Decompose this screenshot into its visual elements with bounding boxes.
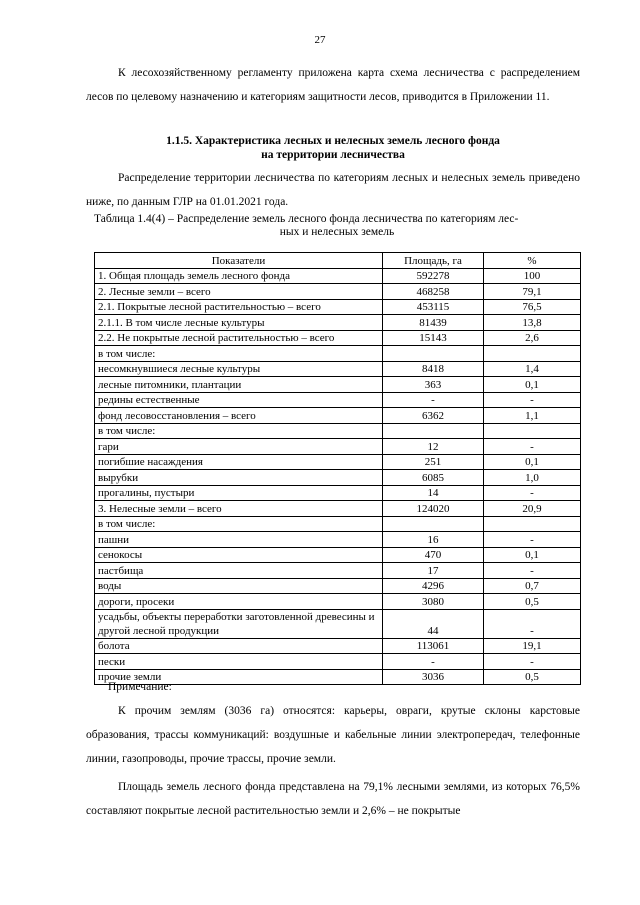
table-caption-line2: ных и нелесных земель bbox=[279, 226, 395, 238]
table-body bbox=[95, 268, 581, 685]
cell-area: 16 bbox=[383, 532, 484, 548]
table-row bbox=[95, 547, 581, 563]
table-row bbox=[95, 268, 581, 284]
cell-indicator: редины естественные bbox=[95, 392, 383, 408]
cell-percent: 0,1 bbox=[484, 377, 581, 393]
closing-paragraph: Площадь земель лесного фонда представлена на 79,1% лесными землями, из которых 76,5% составляют покрытые лесной растительностью земли и 2,6% – не покрытые bbox=[86, 781, 580, 817]
table-row bbox=[95, 408, 581, 424]
section-heading-line1: 1.1.5. Характеристика лесных и нелесных земель лесного фонда bbox=[166, 135, 500, 147]
cell-percent: 100 bbox=[484, 268, 581, 284]
cell-area: 592278 bbox=[383, 268, 484, 284]
cell-indicator: в том числе: bbox=[95, 516, 383, 532]
cell-percent: 0,5 bbox=[484, 669, 581, 685]
cell-indicator: пески bbox=[95, 654, 383, 670]
cell-indicator: усадьбы, объекты переработки заготовленной древесины и другой лесной продукции bbox=[95, 609, 383, 638]
cell-percent: - bbox=[484, 392, 581, 408]
table-row bbox=[95, 377, 581, 393]
cell-percent: 13,8 bbox=[484, 315, 581, 331]
note-label: Примечание: bbox=[108, 681, 172, 693]
cell-indicator: воды bbox=[95, 578, 383, 594]
cell-area: 15143 bbox=[383, 330, 484, 346]
cell-area: - bbox=[383, 654, 484, 670]
cell-area: 251 bbox=[383, 454, 484, 470]
cell-percent: - bbox=[484, 485, 581, 501]
cell-percent: 0,1 bbox=[484, 547, 581, 563]
cell-percent: - bbox=[484, 532, 581, 548]
table-caption bbox=[94, 213, 580, 239]
cell-indicator: 2. Лесные земли – всего bbox=[95, 284, 383, 300]
table-row bbox=[95, 594, 581, 610]
cell-area: 4296 bbox=[383, 578, 484, 594]
cell-percent: 1,4 bbox=[484, 361, 581, 377]
land-distribution-table bbox=[94, 252, 581, 685]
cell-area: - bbox=[383, 392, 484, 408]
cell-percent: 0,1 bbox=[484, 454, 581, 470]
cell-area: 8418 bbox=[383, 361, 484, 377]
cell-area: 470 bbox=[383, 547, 484, 563]
cell-indicator: пашни bbox=[95, 532, 383, 548]
table-row bbox=[95, 346, 581, 362]
cell-area: 14 bbox=[383, 485, 484, 501]
cell-percent: 1,1 bbox=[484, 408, 581, 424]
table-row bbox=[95, 439, 581, 455]
cell-indicator: в том числе: bbox=[95, 346, 383, 362]
table-row bbox=[95, 284, 581, 300]
cell-indicator: 2.2. Не покрытые лесной растительностью – всего bbox=[95, 330, 383, 346]
cell-area: 124020 bbox=[383, 501, 484, 517]
cell-indicator: несомкнувшиеся лесные культуры bbox=[95, 361, 383, 377]
section-heading bbox=[86, 134, 580, 162]
cell-percent: - bbox=[484, 609, 581, 638]
cell-area: 12 bbox=[383, 439, 484, 455]
cell-area: 17 bbox=[383, 563, 484, 579]
cell-area: 3036 bbox=[383, 669, 484, 685]
cell-percent: - bbox=[484, 563, 581, 579]
cell-percent: 79,1 bbox=[484, 284, 581, 300]
table-row bbox=[95, 423, 581, 439]
cell-percent bbox=[484, 423, 581, 439]
table-row bbox=[95, 299, 581, 315]
cell-percent: 0,5 bbox=[484, 594, 581, 610]
cell-area: 3080 bbox=[383, 594, 484, 610]
cell-indicator: лесные питомники, плантации bbox=[95, 377, 383, 393]
cell-area: 468258 bbox=[383, 284, 484, 300]
cell-area: 113061 bbox=[383, 638, 484, 654]
cell-area bbox=[383, 423, 484, 439]
cell-indicator: прогалины, пустыри bbox=[95, 485, 383, 501]
table-row bbox=[95, 454, 581, 470]
cell-percent: - bbox=[484, 654, 581, 670]
table-row bbox=[95, 501, 581, 517]
cell-indicator: 2.1. Покрытые лесной растительностью – всего bbox=[95, 299, 383, 315]
table-row bbox=[95, 654, 581, 670]
cell-indicator: сенокосы bbox=[95, 547, 383, 563]
note-paragraph: К прочим землям (3036 га) относятся: карьеры, овраги, крутые склоны карстовые образования, трассы коммуникаций: воздушные и кабельные линии электропередач, телефонные линии, газопроводы, прочие трассы, прочие земли. bbox=[86, 705, 580, 765]
cell-percent: - bbox=[484, 439, 581, 455]
table-row bbox=[95, 361, 581, 377]
cell-indicator: погибшие насаждения bbox=[95, 454, 383, 470]
cell-percent bbox=[484, 346, 581, 362]
cell-percent: 2,6 bbox=[484, 330, 581, 346]
cell-area: 6085 bbox=[383, 470, 484, 486]
header-area: Площадь, га bbox=[383, 253, 484, 269]
cell-indicator: болота bbox=[95, 638, 383, 654]
header-indicator: Показатели bbox=[95, 253, 383, 269]
cell-area bbox=[383, 516, 484, 532]
table-row bbox=[95, 532, 581, 548]
cell-area: 44 bbox=[383, 609, 484, 638]
table-caption-line1: Таблица 1.4(4) – Распределение земель лесного фонда лесничества по категориям лес- bbox=[94, 213, 519, 225]
page-number: 27 bbox=[314, 34, 326, 46]
table-row bbox=[95, 563, 581, 579]
table-row bbox=[95, 638, 581, 654]
table-row bbox=[95, 578, 581, 594]
table-row bbox=[95, 315, 581, 331]
section-heading-line2: на территории лесничества bbox=[261, 149, 405, 161]
cell-indicator: вырубки bbox=[95, 470, 383, 486]
cell-percent: 20,9 bbox=[484, 501, 581, 517]
cell-area: 453115 bbox=[383, 299, 484, 315]
cell-indicator: дороги, просеки bbox=[95, 594, 383, 610]
table-header-row bbox=[95, 253, 581, 269]
cell-percent bbox=[484, 516, 581, 532]
cell-percent: 76,5 bbox=[484, 299, 581, 315]
cell-area: 363 bbox=[383, 377, 484, 393]
distribution-paragraph: Распределение территории лесничества по категориям лесных и нелесных земель приведено ниже, по данным ГЛР на 01.01.2021 года. bbox=[86, 172, 580, 208]
cell-indicator: фонд лесовосстановления – всего bbox=[95, 408, 383, 424]
cell-indicator: 2.1.1. В том числе лесные культуры bbox=[95, 315, 383, 331]
table-row bbox=[95, 516, 581, 532]
cell-area: 81439 bbox=[383, 315, 484, 331]
table-row bbox=[95, 485, 581, 501]
cell-percent: 0,7 bbox=[484, 578, 581, 594]
cell-indicator: 1. Общая площадь земель лесного фонда bbox=[95, 268, 383, 284]
table-row bbox=[95, 330, 581, 346]
cell-indicator: пастбища bbox=[95, 563, 383, 579]
cell-indicator: в том числе: bbox=[95, 423, 383, 439]
cell-percent: 19,1 bbox=[484, 638, 581, 654]
intro-paragraph: К лесохозяйственному регламенту приложена карта схема лесничества с распределением лесов по целевому назначению и категориям защитности лесов, приводится в Приложении 11. bbox=[86, 67, 580, 103]
cell-percent: 1,0 bbox=[484, 470, 581, 486]
cell-indicator: 3. Нелесные земли – всего bbox=[95, 501, 383, 517]
cell-area bbox=[383, 346, 484, 362]
table-row bbox=[95, 392, 581, 408]
cell-area: 6362 bbox=[383, 408, 484, 424]
cell-indicator: прочие земли bbox=[95, 669, 383, 685]
cell-indicator: гари bbox=[95, 439, 383, 455]
table-row bbox=[95, 470, 581, 486]
header-percent: % bbox=[484, 253, 581, 269]
table-row bbox=[95, 609, 581, 638]
